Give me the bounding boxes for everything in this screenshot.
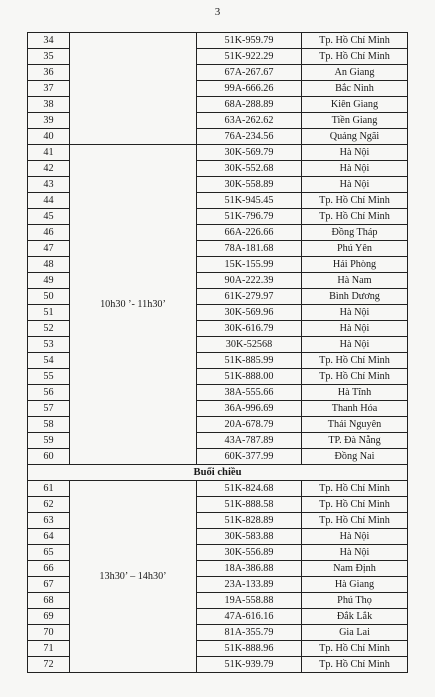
row-number: 55 (28, 369, 70, 385)
page-number: 3 (214, 6, 221, 18)
section-title: Buổi chiều (28, 465, 408, 481)
province-name: Hà Giang (302, 577, 408, 593)
row-number: 35 (28, 49, 70, 65)
time-slot-cell: 10h30 ’- 11h30’ (70, 145, 197, 465)
plate-number: 51K-888.96 (197, 641, 302, 657)
province-name: Tp. Hồ Chí Minh (302, 481, 408, 497)
province-name: Hà Nội (302, 529, 408, 545)
row-number: 61 (28, 481, 70, 497)
row-number: 63 (28, 513, 70, 529)
plate-number: 30K-616.79 (197, 321, 302, 337)
plate-number: 18A-386.88 (197, 561, 302, 577)
province-name: An Giang (302, 65, 408, 81)
plate-number: 68A-288.89 (197, 97, 302, 113)
plate-number: 15K-155.99 (197, 257, 302, 273)
plate-number: 20A-678.79 (197, 417, 302, 433)
row-number: 50 (28, 289, 70, 305)
province-name: Hà Nam (302, 273, 408, 289)
row-number: 37 (28, 81, 70, 97)
row-number: 57 (28, 401, 70, 417)
row-number: 54 (28, 353, 70, 369)
row-number: 69 (28, 609, 70, 625)
plate-number: 63A-262.62 (197, 113, 302, 129)
plate-number: 30K-552.68 (197, 161, 302, 177)
province-name: Tp. Hồ Chí Minh (302, 209, 408, 225)
row-number: 40 (28, 129, 70, 145)
row-number: 72 (28, 657, 70, 673)
province-name: Đắk Lắk (302, 609, 408, 625)
plate-number: 61K-279.97 (197, 289, 302, 305)
row-number: 53 (28, 337, 70, 353)
province-name: Tp. Hồ Chí Minh (302, 657, 408, 673)
row-number: 38 (28, 97, 70, 113)
row-number: 36 (28, 65, 70, 81)
province-name: Hà Nội (302, 145, 408, 161)
province-name: Hà Nội (302, 337, 408, 353)
province-name: Tp. Hồ Chí Minh (302, 49, 408, 65)
plate-number: 19A-558.88 (197, 593, 302, 609)
plate-number: 30K-569.96 (197, 305, 302, 321)
province-name: Tp. Hồ Chí Minh (302, 369, 408, 385)
row-number: 67 (28, 577, 70, 593)
province-name: TP. Đà Nẵng (302, 433, 408, 449)
plate-number: 76A-234.56 (197, 129, 302, 145)
row-number: 52 (28, 321, 70, 337)
row-number: 44 (28, 193, 70, 209)
province-name: Quảng Ngãi (302, 129, 408, 145)
province-name: Gia Lai (302, 625, 408, 641)
province-name: Phú Thọ (302, 593, 408, 609)
province-name: Hà Nội (302, 177, 408, 193)
row-number: 66 (28, 561, 70, 577)
table-row (28, 33, 408, 49)
row-number: 56 (28, 385, 70, 401)
row-number: 49 (28, 273, 70, 289)
row-number: 42 (28, 161, 70, 177)
plate-number: 66A-226.66 (197, 225, 302, 241)
plate-number: 99A-666.26 (197, 81, 302, 97)
province-name: Thanh Hóa (302, 401, 408, 417)
plate-number: 51K-824.68 (197, 481, 302, 497)
province-name: Tp. Hồ Chí Minh (302, 33, 408, 49)
row-number: 62 (28, 497, 70, 513)
row-number: 46 (28, 225, 70, 241)
province-name: Kiên Giang (302, 97, 408, 113)
row-number: 71 (28, 641, 70, 657)
time-slot-cell: 13h30’ – 14h30’ (70, 481, 197, 673)
row-number: 68 (28, 593, 70, 609)
table-row (28, 481, 408, 497)
plate-number: 30K-556.89 (197, 545, 302, 561)
row-number: 48 (28, 257, 70, 273)
plate-number: 90A-222.39 (197, 273, 302, 289)
plate-number: 51K-828.89 (197, 513, 302, 529)
province-name: Tp. Hồ Chí Minh (302, 641, 408, 657)
plate-number: 38A-555.66 (197, 385, 302, 401)
plate-number: 30K-52568 (197, 337, 302, 353)
plate-number: 81A-355.79 (197, 625, 302, 641)
row-number: 58 (28, 417, 70, 433)
plate-number: 47A-616.16 (197, 609, 302, 625)
plate-number: 51K-888.58 (197, 497, 302, 513)
row-number: 41 (28, 145, 70, 161)
province-name: Thái Nguyên (302, 417, 408, 433)
row-number: 39 (28, 113, 70, 129)
plate-number: 23A-133.89 (197, 577, 302, 593)
plate-number: 51K-922.29 (197, 49, 302, 65)
plate-number: 78A-181.68 (197, 241, 302, 257)
plate-number: 51K-939.79 (197, 657, 302, 673)
province-name: Tp. Hồ Chí Minh (302, 497, 408, 513)
section-header-row (28, 465, 408, 481)
plate-number: 51K-959.79 (197, 33, 302, 49)
province-name: Tp. Hồ Chí Minh (302, 513, 408, 529)
plate-number: 43A-787.89 (197, 433, 302, 449)
province-name: Hà Nội (302, 545, 408, 561)
plate-number: 30K-569.79 (197, 145, 302, 161)
province-name: Đồng Nai (302, 449, 408, 465)
province-name: Tp. Hồ Chí Minh (302, 353, 408, 369)
plate-number: 51K-888.00 (197, 369, 302, 385)
row-number: 43 (28, 177, 70, 193)
row-number: 47 (28, 241, 70, 257)
row-number: 65 (28, 545, 70, 561)
plate-number: 30K-583.88 (197, 529, 302, 545)
plate-number: 30K-558.89 (197, 177, 302, 193)
plate-number: 60K-377.99 (197, 449, 302, 465)
plate-number: 67A-267.67 (197, 65, 302, 81)
row-number: 59 (28, 433, 70, 449)
plate-number: 51K-796.79 (197, 209, 302, 225)
plate-number: 51K-885.99 (197, 353, 302, 369)
time-slot-cell (70, 33, 197, 145)
province-name: Tiền Giang (302, 113, 408, 129)
row-number: 34 (28, 33, 70, 49)
row-number: 51 (28, 305, 70, 321)
province-name: Bắc Ninh (302, 81, 408, 97)
row-number: 64 (28, 529, 70, 545)
province-name: Tp. Hồ Chí Minh (302, 193, 408, 209)
row-number: 60 (28, 449, 70, 465)
plate-number: 36A-996.69 (197, 401, 302, 417)
plate-table-body (28, 33, 408, 673)
province-name: Nam Định (302, 561, 408, 577)
row-number: 45 (28, 209, 70, 225)
province-name: Hà Tĩnh (302, 385, 408, 401)
province-name: Đồng Tháp (302, 225, 408, 241)
province-name: Hải Phòng (302, 257, 408, 273)
row-number: 70 (28, 625, 70, 641)
province-name: Hà Nội (302, 305, 408, 321)
province-name: Hà Nội (302, 321, 408, 337)
license-plate-table (27, 32, 408, 673)
province-name: Hà Nội (302, 161, 408, 177)
province-name: Bình Dương (302, 289, 408, 305)
province-name: Phú Yên (302, 241, 408, 257)
plate-number: 51K-945.45 (197, 193, 302, 209)
table-row (28, 145, 408, 161)
